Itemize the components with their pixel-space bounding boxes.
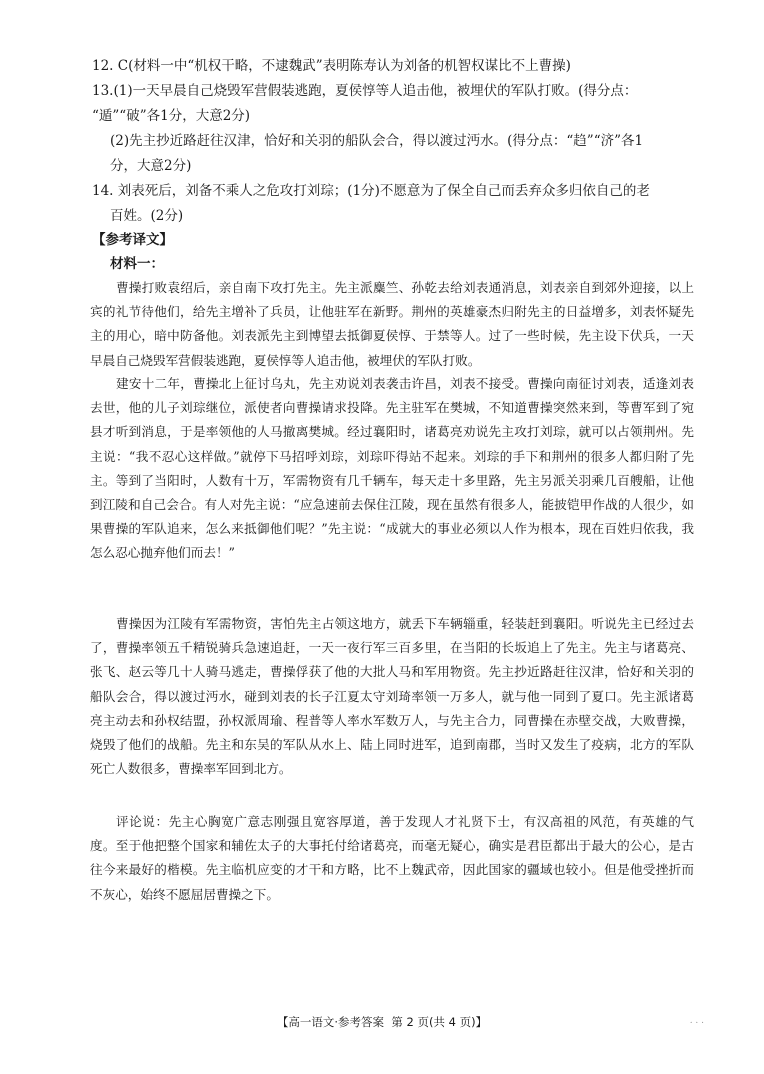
translation-paragraph-2: 建安十二年，曹操北上征讨乌丸，先主劝说刘表袭击许昌，刘表不接受。曹操向南征讨刘表，适逢刘表去世，他的儿子刘琮继位，派使者向曹操请求投降。先主驻军在樊城，不知道曹操突然来到，等曹军到了宛县才听到消息，于是率领他的人马撤离樊城。经过襄阳时，诸葛亮劝说先主攻打刘琮，就可以占领荆州。先主说：“我不忍心这样做。”就停下马招呼刘琮，刘琮吓得站不起来。刘琮的手下和荆州的很多人都归附了先主。等到了当阳时，人数有十万，军需物资有几千辆车，每天走十多里路，先主另派关羽乘几百艘船，让他到江陵和自己会合。有人对先主说：“应急速前去保住江陵，现在虽然有很多人，能披铠甲作战的人很少，如果曹操的军队追来，怎么来抵御他们呢？”先主说：“成就大的事业必须以人作为根本，现在百姓归依我，我怎么忍心抛弃他们而去！” (90, 376, 694, 561)
footer-right-bracket: 】 (475, 1015, 488, 1029)
footer-left-bracket: 【 (276, 1015, 289, 1029)
answer-14-line-1: 14. 刘表死后，刘备不乘人之危攻打刘琮；(1分)不愿意为了保全自己而丢弃众多归依自己的老 (92, 183, 650, 199)
footer-subject: 高一语文·参考答案 (288, 1015, 385, 1029)
answer-13-line-3: (2)先主抄近路赶往汉津，恰好和关羽的船队会合，得以渡过沔水。(得分点：“趋”“济”各1 (110, 133, 644, 149)
translation-heading: 【参考译文】 (92, 232, 173, 248)
answer-13-line-2: “遁”“破”各1分，大意2分) (92, 108, 251, 124)
material-one-label: 材料一： (110, 256, 164, 272)
scan-mark: . . . (689, 1016, 704, 1026)
translation-paragraph-4: 评论说：先主心胸宽广意志刚强且宽容厚道，善于发现人才礼贤下士，有汉高祖的风范，有英雄的气度。至于他把整个国家和辅佐太子的大事托付给诸葛亮，而毫无疑心，确实是君臣都出于最大的公心，是古往今来最好的楷模。先主临机应变的才干和方略，比不上魏武帝，因此国家的疆域也较小。但是他受挫折而不灰心，始终不愿屈居曹操之下。 (90, 814, 694, 902)
translation-paragraph-1: 曹操打败袁绍后，亲自南下攻打先主。先主派麋竺、孙乾去给刘表通消息，刘表亲自到郊外迎接，以上宾的礼节待他们，给先主增补了兵员，让他驻军在新野。荆州的英雄豪杰归附先主的日益增多，刘表怀疑先主的用心，暗中防备他。刘表派先主到博望去抵御夏侯惇、于禁等人。过了一些时候，先主设下伏兵，一天早晨自己烧毁军营假装逃跑，夏侯惇等人追击他，被埋伏的军队打败。 (90, 280, 694, 368)
answer-13-line-4: 分，大意2分) (110, 158, 192, 174)
page-footer (0, 1014, 764, 1030)
footer-page-number: 第 2 页(共 4 页) (391, 1015, 476, 1029)
translation-paragraph-3: 曹操因为江陵有军需物资，害怕先主占领这地方，就丢下车辆辎重，轻装赶到襄阳。听说先主已经过去了，曹操率领五千精锐骑兵急速追赶，一天一夜行军三百多里，在当阳的长坂追上了先主。先主与诸葛亮、张飞、赵云等几十人骑马逃走，曹操俘获了他的大批人马和军用物资。先主抄近路赶往汉津，恰好和关羽的船队会合，得以渡过沔水，碰到刘表的长子江夏太守刘琦率领一万多人，就与他一同到了夏口。先主派诸葛亮主动去和孙权结盟，孙权派周瑜、程普等人率水军数万人，与先主合力，同曹操在赤壁交战，大败曹操，烧毁了他们的战船。先主和东吴的军队从水上、陆上同时进军，追到南郡，当时又发生了疫病，北方的军队死亡人数很多，曹操率军回到北方。 (90, 616, 694, 777)
answer-12: 12. C(材料一中“机权干略，不逮魏武”表明陈寿认为刘备的机智权谋比不上曹操) (92, 58, 571, 74)
answer-13-line-1: 13.(1)一天早晨自己烧毁军营假装逃跑，夏侯惇等人追击他，被埋伏的军队打败。(得分点： (92, 83, 638, 99)
answer-14-line-2: 百姓。(2分) (110, 208, 184, 224)
